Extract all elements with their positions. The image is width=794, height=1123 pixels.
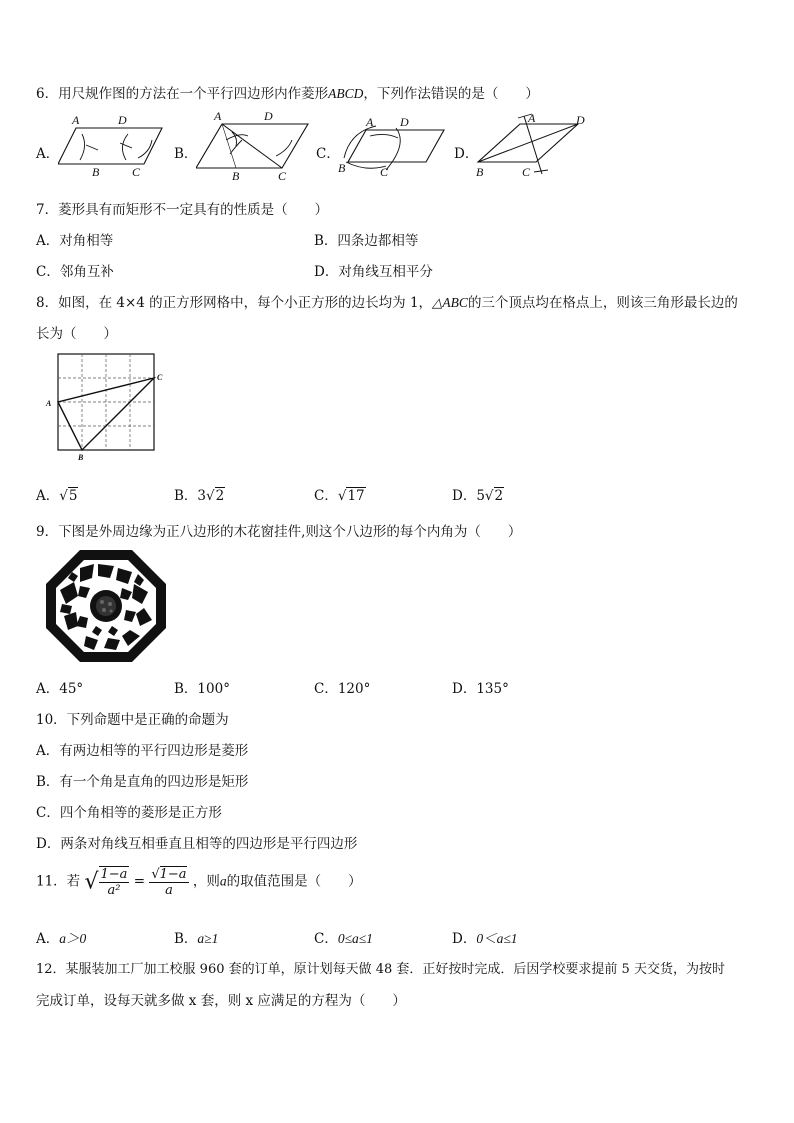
q6c-label-d: D <box>400 115 409 129</box>
q11-option-c-expr: 0≤a≤1 <box>337 931 373 946</box>
sqrt-icon: √ <box>84 869 99 895</box>
sqrt-icon: √ <box>484 488 494 504</box>
q8-option-d-radicand: 2 <box>494 488 504 504</box>
q9-octagon-window-figure <box>44 546 168 666</box>
q8-stem-tail: 的三个顶点均在格点上，则该三角形最长边的 <box>467 295 738 311</box>
q8-option-c-radicand: 17 <box>347 488 365 504</box>
q11-stem-text: 11．若 <box>36 873 81 890</box>
q6b-label-c: C <box>278 169 287 182</box>
q8-stem-line1 <box>36 291 738 311</box>
q6-option-b: B． <box>174 146 198 162</box>
q6-figure-c <box>336 114 448 180</box>
q6-stem-tail: ，下列作法错误的是（ ） <box>363 86 539 102</box>
q8-option-b-label: B． <box>174 488 198 504</box>
q11-lhs-denominator: a² <box>107 883 121 898</box>
q6d-label-b: B <box>476 165 484 179</box>
q8-triangle: △ABC <box>432 295 468 310</box>
q11-option-b-label: B． <box>174 931 198 947</box>
q8-option-c <box>314 484 366 504</box>
q8-option-c-label: C． <box>314 488 338 504</box>
q8-option-b-radicand: 2 <box>215 488 225 504</box>
q8-label-a: A <box>46 399 52 408</box>
q11-rhs-fraction <box>149 867 188 898</box>
q8-label-c: C <box>157 373 163 382</box>
q6d-label-d: D <box>576 113 585 127</box>
q11-equals: = <box>133 873 146 890</box>
q10-option-c: C．四个角相等的菱形是正方形 <box>36 805 222 821</box>
q10-option-a: A．有两边相等的平行四边形是菱形 <box>36 743 249 759</box>
q6a-label-c: C <box>132 165 141 178</box>
q11-option-b-expr: a≥1 <box>197 931 219 946</box>
q8-option-a-label: A． <box>36 488 60 504</box>
q6a-label-a: A <box>72 113 80 127</box>
q11-option-c <box>314 927 373 947</box>
q8-label-b: B <box>78 453 84 462</box>
q6-stem <box>36 82 539 102</box>
q6-option-a: A． <box>36 146 60 162</box>
q10-stem: 10．下列命题中是正确的命题为 <box>36 712 229 728</box>
q7-option-a: A．对角相等 <box>36 233 114 249</box>
q11-lhs-numerator: 1−a <box>100 867 128 882</box>
q11-option-a <box>36 927 86 947</box>
q9-option-c: C．120° <box>314 681 371 697</box>
q11-var: a <box>219 873 227 889</box>
q11-option-d <box>452 927 518 947</box>
q11-option-c-label: C． <box>314 931 338 947</box>
q7-stem: 7．菱形具有而矩形不一定具有的性质是（ ） <box>36 202 329 218</box>
q6d-label-a: A <box>528 111 536 125</box>
q9-option-a: A．45° <box>36 681 84 697</box>
q8-option-b-coef: 3 <box>197 488 207 504</box>
q8-option-d-label: D． <box>452 488 477 504</box>
q8-grid-figure <box>42 350 172 462</box>
q6-figure-a <box>58 112 170 178</box>
q11-option-b <box>174 927 218 947</box>
q6c-label-b: B <box>338 161 346 175</box>
q8-stem-text: 8．如图，在 4×4 的正方形网格中，每个小正方形的边长均为 1， <box>36 295 433 311</box>
q11-rhs-numerator-wrap <box>149 867 188 883</box>
q6-stem-var: ABCD <box>328 86 364 101</box>
q6-figure-b <box>196 110 312 182</box>
q6b-label-d: D <box>264 110 273 123</box>
q11-stem <box>36 866 362 898</box>
q12-stem-line2: 完成订单，设每天就多做 x 套，则 x 应满足的方程为（ ） <box>36 993 406 1009</box>
q8-stem-line2: 长为（ ） <box>36 326 117 342</box>
q11-rhs-numerator: 1−a <box>159 866 187 882</box>
sqrt-icon: √ <box>151 866 160 882</box>
q6-figure-d <box>474 110 590 182</box>
q6-option-d: D． <box>454 146 479 162</box>
q8-option-d-coef: 5 <box>476 488 485 504</box>
q6b-label-b: B <box>232 169 240 182</box>
q11-rhs-denominator: a <box>165 882 173 898</box>
q8-option-a-radicand: 5 <box>68 488 78 504</box>
q6-stem-text: 6．用尺规作图的方法在一个平行四边形内作菱形 <box>36 86 329 102</box>
q7-option-b: B．四条边都相等 <box>314 233 419 249</box>
q12-stem-line1: 12．某服装加工厂加工校服 960 套的订单，原计划每天做 48 套．正好按时完成．后因学校要求提前 5 天交货，为按时 <box>36 962 725 977</box>
q6d-label-c: C <box>522 165 531 179</box>
q6-option-c: C． <box>316 146 340 162</box>
q11-option-a-label: A． <box>36 931 60 947</box>
q9-stem: 9．下图是外周边缘为正八边形的木花窗挂件,则这个八边形的每个内角为（ ） <box>36 524 522 540</box>
sqrt-icon: √ <box>206 488 215 504</box>
q6a-label-b: B <box>92 165 100 178</box>
q6a-label-d: D <box>118 113 127 127</box>
q11-stem-mid: ，则 <box>192 873 220 890</box>
q6c-label-a: A <box>366 115 374 129</box>
q6b-label-a: A <box>214 110 222 123</box>
sqrt-icon: √ <box>59 488 68 504</box>
q8-option-a <box>36 484 78 504</box>
q11-option-d-label: D． <box>452 931 477 947</box>
q11-lhs-fraction <box>99 866 130 898</box>
q8-option-b <box>174 484 225 504</box>
q10-option-d: D．两条对角线互相垂直且相等的四边形是平行四边形 <box>36 836 358 852</box>
sqrt-icon: √ <box>337 488 347 504</box>
q7-option-c: C．邻角互补 <box>36 264 114 280</box>
q11-option-a-expr: a＞0 <box>59 931 87 946</box>
q9-option-d: D．135° <box>452 681 509 697</box>
q7-option-d: D．对角线互相平分 <box>314 264 433 280</box>
q8-option-d <box>452 484 504 504</box>
q6c-label-c: C <box>380 165 389 179</box>
q9-option-b: B．100° <box>174 681 230 697</box>
q10-option-b: B．有一个角是直角的四边形是矩形 <box>36 774 249 790</box>
q11-option-d-expr: 0＜a≤1 <box>476 931 518 946</box>
q11-stem-tail: 的取值范围是（ ） <box>226 873 362 890</box>
